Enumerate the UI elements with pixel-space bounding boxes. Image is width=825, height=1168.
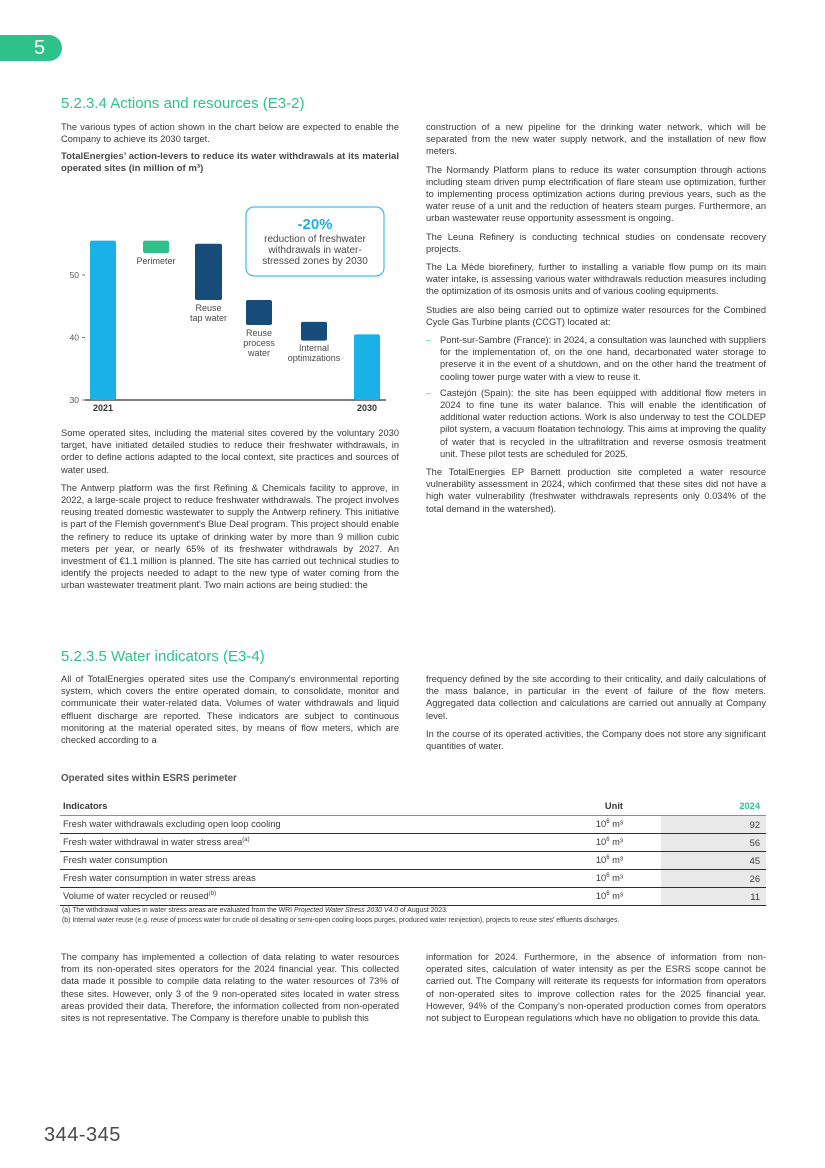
paragraph-reporting: All of TotalEnergies operated sites use the Company's environmental reporting system, which covers the entire operated domain, to consolidate, monitor and communicate their water-related data. Volumes of water withdrawals and liquid effluent discharge are reported. These indicators are subject to continuous monitoring at the material operated sites, by means of flow meters, which are checked according to a <box>61 674 399 746</box>
list-item: – Castejón (Spain): the site has been equipped with additional flow meters in 2024 to fine tune its water balance. This will enable the identification of additional water reduction actions. Work is also underway to test the COLDEP pilot system, a vacuum floatation technology. This aims at improving the quality of water that is recycled in the ultrafiltration and reverse osmosis treatment unit. These pilot tests are scheduled for 2025. <box>426 387 766 460</box>
unit-exponent: 6 <box>606 855 610 862</box>
paragraph-antwerp: The Antwerp platform was the first Refining & Chemicals facility to approve, in 2022, a large-scale project to reduce freshwater withdrawals. The project involves reusing treated domestic wastewater to supply the Antwerp refinery. This initiative is part of the Flemish government's Blue Deal program. This project should enable the refinery to reduce its uptake of drinking water by more than 9 million cubic meters per year, or nearly 65% of its freshwater withdrawals by 2027. An investment of €1.1 million is planned. The site has carried out technical studies to identify the projects needed to adapt to the new type of water coming from the urban wastewater treatment plant. Two main actions are being studied: the <box>61 482 400 591</box>
paragraph-storage: In the course of its operated activities, the Company does not store any significant quantities of water. <box>426 728 766 752</box>
y-tick-label: 30 <box>69 395 79 405</box>
header-year: 2024 <box>661 797 766 816</box>
bar-label: Perimeter <box>136 256 176 266</box>
unit-exponent: 6 <box>606 891 610 898</box>
unit-base: 10 <box>595 855 607 866</box>
unit-cell <box>521 888 661 906</box>
bar-label: water <box>247 348 271 358</box>
unit-suffix: m³ <box>609 819 623 830</box>
callout-text: stressed zones by 2030 <box>262 256 368 267</box>
bar-delta <box>301 322 327 341</box>
callout-value: -20% <box>297 216 333 233</box>
table-header-row <box>60 797 766 816</box>
table-row <box>60 852 766 870</box>
bar-total <box>354 334 380 400</box>
value-cell: 11 <box>661 888 766 906</box>
bar-delta <box>195 244 222 300</box>
indicator-label: Fresh water withdrawal in water stress area <box>63 837 243 848</box>
indicator-cell <box>60 816 521 834</box>
indicators-right-text <box>426 673 766 758</box>
waterfall-chart <box>61 205 401 420</box>
bar-delta <box>143 241 169 254</box>
bar-label: process <box>243 338 275 348</box>
x-axis-label: 2030 <box>356 403 378 413</box>
indicator-note: (a) <box>242 837 250 844</box>
unit-base: 10 <box>595 873 607 884</box>
indicator-label: Fresh water consumption in water stress areas <box>63 873 256 884</box>
value-cell: 56 <box>661 834 766 852</box>
header-indicators: Indicators <box>60 797 521 816</box>
bar-label: Internal <box>298 343 330 353</box>
paragraph-non-operated: The company has implemented a collection of data relating to water resources from its non-operated sites operators for the 2024 financial year. This collected data made it possible to compile data relating to the water resources of 73% of these sites. However, only 3 of the 9 non-operated sites located in water stress areas provided their data. Therefore, the information collected from non-operated sites is not representative. The Company is therefore unable to publish this <box>61 952 399 1024</box>
unit-base: 10 <box>595 891 607 902</box>
unit-exponent: 6 <box>606 837 610 844</box>
paragraph-pipeline: construction of a new pipeline for the drinking water network, which will be separated from the new water supply network, and the installation of new flow meters. <box>426 122 766 157</box>
y-tick-label: 40 <box>69 332 79 343</box>
bar-label: Reuse <box>195 303 222 313</box>
indicator-label: Volume of water recycled or reused <box>63 891 209 902</box>
header-unit: Unit <box>521 797 661 816</box>
section-tab: 5 <box>0 35 62 61</box>
list-item: – Pont-sur-Sambre (France): in 2024, a consultation was launched with suppliers for the implementation of, on the one hand, decarbonated water storage to preserve it in the event of a shutdown, and on the other hand the treatment of cooling tower purge water with a view to reuse it. <box>426 334 766 383</box>
bar-label: tap water <box>189 313 228 323</box>
unit-exponent: 6 <box>606 819 610 826</box>
bar-label: Reuse <box>245 328 273 338</box>
footnote-a-text: (a) The withdrawal values in water stress areas are evaluated from the WRI <box>62 907 294 914</box>
unit-suffix: m³ <box>609 891 623 902</box>
unit-cell <box>521 852 661 870</box>
bar-delta <box>246 300 272 325</box>
intro-paragraph: The various types of action shown in the chart below are expected to enable the Company to achieve its 2030 target. <box>61 122 399 145</box>
bottom-right-text <box>426 951 766 1030</box>
table-row <box>60 816 766 834</box>
footnote-a <box>62 906 619 916</box>
unit-exponent: 6 <box>606 873 610 880</box>
y-tick-label: 50 <box>69 270 79 280</box>
indicators-left-text <box>61 673 399 752</box>
table-title: Operated sites within ESRS perimeter <box>61 773 237 784</box>
indicator-note: (b) <box>208 891 217 898</box>
unit-suffix: m³ <box>609 837 623 848</box>
bottom-left-text <box>61 951 399 1030</box>
water-indicators-table <box>60 797 766 906</box>
table-footnotes <box>62 906 619 925</box>
unit-base: 10 <box>595 837 607 848</box>
section-heading-actions: 5.2.3.4 Actions and resources (E3-2) <box>61 95 305 112</box>
indicator-cell <box>60 852 521 870</box>
paragraph-non-operated-cont: information for 2024. Furthermore, in the absence of information from non-operated sites, calculation of water intensity as per the ESRS scope cannot be carried out. The Company will reiterate its requests for information from operators of non-operated sites to improve collection rates for the 2025 financial year. However, 94% of the Company's non-operated production comes from operators not subject to European regulations which have no obligation to provide this data. <box>426 952 766 1024</box>
table-row <box>60 834 766 852</box>
right-column-top <box>426 121 766 521</box>
indicator-cell <box>60 888 521 906</box>
paragraph-normandy: The Normandy Platform plans to reduce its water consumption through actions including steam driven pump electrification of flare steam use optimization, further to implementing process optimization actions during previous years, such as the water reuse of a unit and the reduction of heaters steam purges. Furthermore, an urban wastewater reuse opportunity assessment is ongoing. <box>426 164 766 224</box>
paragraph-barnett: The TotalEnergies EP Barnett production site completed a water resource vulnerability assessment in 2024, which confirmed that these sites did not have a high water vulnerability (freshwater withdrawals represents only 0.034% of the total demand in the watershed). <box>426 467 766 514</box>
left-column-top <box>61 121 399 181</box>
x-axis-label: 2021 <box>92 403 114 413</box>
footnote-a-date: of August 2023. <box>398 907 448 914</box>
page-number: 344-345 <box>44 1124 121 1146</box>
left-column-bottom <box>61 427 399 598</box>
paragraph-operated-sites: Some operated sites, including the material sites covered by the voluntary 2030 target, have initiated detailed studies to reduce their freshwater withdrawals, in order to define actions adapted to the local context, site practices and sources of water used. <box>61 428 399 475</box>
callout-text: reduction of freshwater <box>264 234 366 245</box>
unit-suffix: m³ <box>609 855 623 866</box>
chart-title: TotalEnergies’ action-levers to reduce its water withdrawals at its material operated sites (in million of m³) <box>61 151 399 175</box>
table-row <box>60 870 766 888</box>
paragraph-la-mede: The La Mède biorefinery, further to installing a variable flow pump on its main water intake, is assessing various water withdrawals reduction measures including the optimization of its osmosis units and of various cooling equipments. <box>426 262 766 297</box>
unit-suffix: m³ <box>609 873 623 884</box>
paragraph-ccgt: Studies are also being carried out to optimize water resources for the Combined Cycle Gas Turbine plants (CCGT) located at: <box>426 304 766 327</box>
callout-text: withdrawals in water- <box>268 245 362 256</box>
value-cell: 92 <box>661 816 766 834</box>
paragraph-frequency: frequency defined by the site according to their criticality, and daily calculations of the mass balance, in particular in the event of failure of the flow meters. Aggregated data collection and calculations are carried out annually at Company level. <box>426 674 766 721</box>
footnote-a-source: Projected Water Stress 2030 V4.0 <box>293 907 399 914</box>
unit-cell <box>521 816 661 834</box>
value-cell: 45 <box>661 852 766 870</box>
indicator-label: Fresh water withdrawals excluding open loop cooling <box>63 819 281 830</box>
indicator-label: Fresh water consumption <box>63 855 168 866</box>
unit-cell <box>521 834 661 852</box>
section-heading-indicators: 5.2.3.5 Water indicators (E3-4) <box>61 648 265 665</box>
value-cell: 26 <box>661 870 766 888</box>
unit-base: 10 <box>595 819 607 830</box>
footnote-b: (b) Internal water reuse (e.g. reuse of process water for crude oil desalting or semi-open cooling loops purges, produced water reinjection), projects to reuse sites' effluents discharges. <box>62 916 620 924</box>
table-row <box>60 888 766 906</box>
unit-cell <box>521 870 661 888</box>
paragraph-leuna: The Leuna Refinery is conducting technical studies on condensate recovery projects. <box>426 231 766 254</box>
indicator-cell <box>60 834 521 852</box>
indicator-cell <box>60 870 521 888</box>
bar-label: optimizations <box>287 353 341 363</box>
ccgt-list <box>426 334 766 460</box>
bar-total <box>90 241 116 400</box>
